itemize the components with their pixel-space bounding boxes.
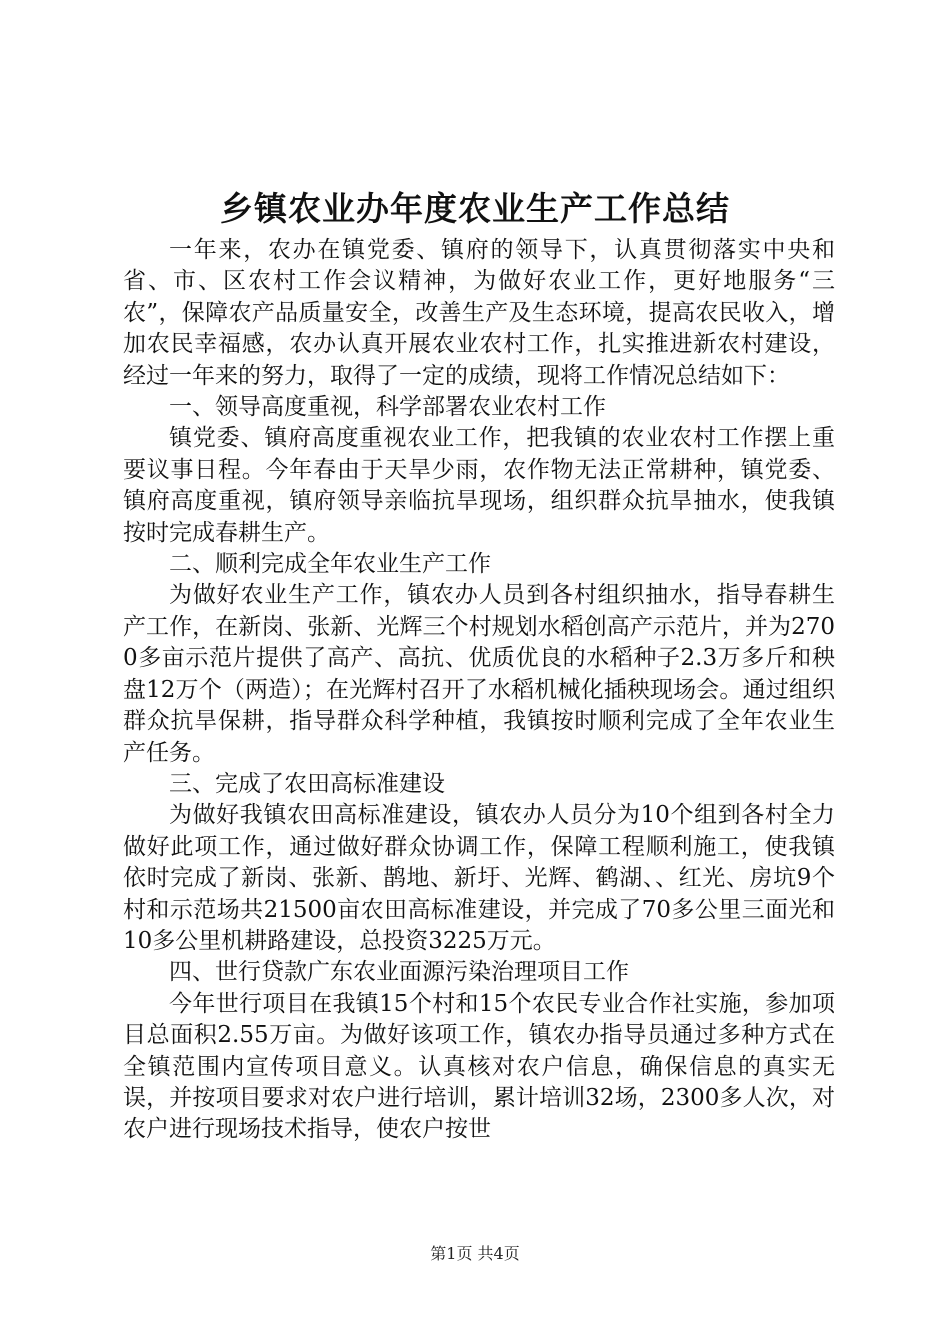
section-body-4: 今年世行项目在我镇15个村和15个农民专业合作社实施，参加项目总面积2.55万亩。为做好该项工作，镇农办指导员通过多种方式在全镇范围内宣传项目意义。认真核对农户信息，确保信息的真实无误，并按项目要求对农户进行培训，累计培训32场，2300多人次，对农户进行现场技术指导，使农户按世	[123, 990, 835, 1143]
section-heading-4: 四、世行贷款广东农业面源污染治理项目工作	[169, 959, 629, 986]
section-heading-3: 三、完成了农田高标准建设	[169, 770, 445, 797]
section-heading-2: 二、顺利完成全年农业生产工作	[169, 551, 491, 578]
document-title: 乡镇农业办年度农业生产工作总结	[220, 189, 730, 228]
intro-paragraph: 一年来，农办在镇党委、镇府的领导下，认真贯彻落实中央和省、市、区农村工作会议精神，为做好农业工作，更好地服务“三农”，保障农产品质量安全，改善生产及生态环境，提高农民收入，增加农民幸福感，农办认真开展农业农村工作，扎实推进新农村建设，经过一年来的努力，取得了一定的成绩，现将工作情况总结如下：	[123, 237, 835, 389]
section-body-3: 为做好我镇农田高标准建设，镇农办人员分为10个组到各村全力做好此项工作，通过做好群众协调工作，保障工程顺利施工，使我镇依时完成了新岗、张新、鹊地、新圩、光辉、鹤湖、、红光、房坑9个村和示范场共21500亩农田高标准建设，并完成了70多公里三面光和10多公里机耕路建设，总投资3225万元。	[123, 802, 835, 954]
section-body-2: 为做好农业生产工作，镇农办人员到各村组织抽水，指导春耕生产工作，在新岗、张新、光辉三个村规划水稻创高产示范片，并为2700多亩示范片提供了高产、高抗、优质优良的水稻种子2.3万多斤和秧盘12万个（两造）；在光辉村召开了水稻机械化插秧现场会。通过组织群众抗旱保耕，指导群众科学种植，我镇按时顺利完成了全年农业生产任务。	[123, 582, 835, 766]
document-body	[123, 235, 835, 1146]
section-heading-1: 一、领导高度重视，科学部署农业农村工作	[169, 394, 606, 421]
page-footer: 第1页 共4页	[430, 1244, 520, 1263]
section-body-1: 镇党委、镇府高度重视农业工作，把我镇的农业农村工作摆上重要议事日程。今年春由于天旱少雨，农作物无法正常耕种，镇党委、镇府高度重视，镇府领导亲临抗旱现场，组织群众抗旱抽水，使我镇按时完成春耕生产。	[123, 425, 835, 546]
